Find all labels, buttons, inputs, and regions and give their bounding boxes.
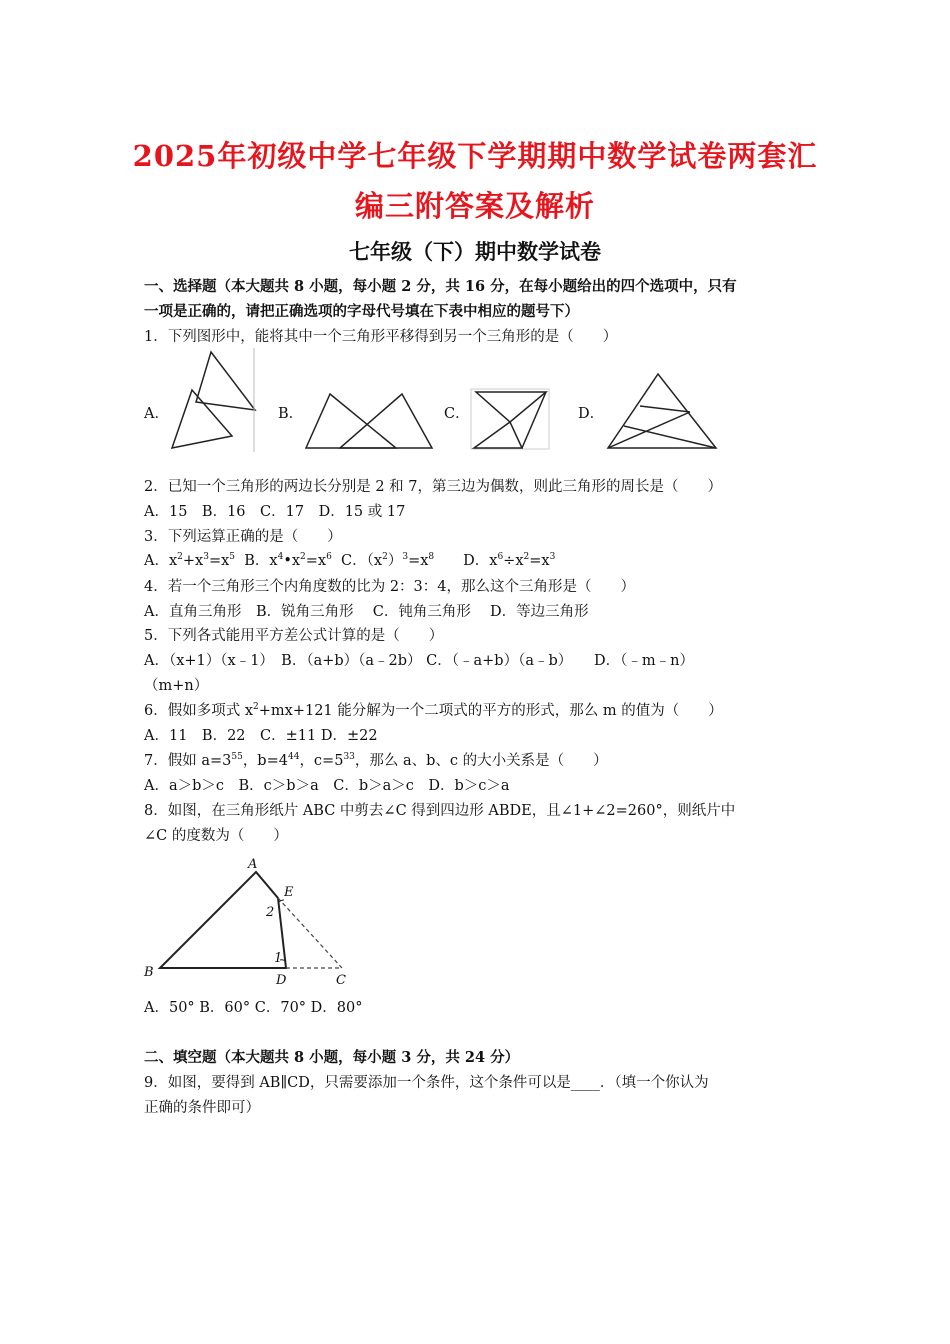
q1-option-d-label: D． xyxy=(578,406,605,422)
section1-heading-line-1: 一、选择题（本大题共 8 小题，每小题 2 分，共 16 分，在每小题给出的四个选项中，只有 xyxy=(144,278,737,295)
q5-options: A．（x+1）（x﹣1） B．（a+b）（a﹣2b） C．（﹣a+b）（a﹣b） D．（﹣m﹣n） xyxy=(144,653,694,669)
q5-options-continued: （m+n） xyxy=(144,678,209,694)
q8-label-a: A xyxy=(248,857,258,872)
q5-stem: 5．下列各式能用平方差公式计算的是（ ） xyxy=(144,628,444,644)
q8-label-b: B xyxy=(144,965,154,980)
q3-stem: 3．下列运算正确的是（ ） xyxy=(144,529,342,545)
q1-figure-d xyxy=(604,370,720,452)
q8-label-d: D xyxy=(276,973,287,988)
q2-stem: 2．已知一个三角形的两边长分别是 2 和 7，第三边为偶数，则此三角形的周长是（ ） xyxy=(144,479,722,495)
exam-subtitle: 七年级（下）期中数学试卷 xyxy=(349,239,601,264)
q8-label-1: 1 xyxy=(274,951,283,966)
q1-option-b-label: B． xyxy=(278,406,304,422)
q1-figure-b xyxy=(302,390,436,452)
section1-heading-line-2: 一项是正确的，请把正确选项的字母代号填在下表中相应的题号下） xyxy=(144,303,579,320)
q7-options: A．a＞b＞c B．c＞b＞a C．b＞a＞c D．b＞c＞a xyxy=(144,778,510,794)
document-title-line-1: 2025年初级中学七年级下学期期中数学试卷两套汇 xyxy=(132,139,818,173)
document-title-line-2: 编三附答案及解析 xyxy=(354,189,595,223)
q8-options: A．50° B．60° C．70° D．80° xyxy=(144,1000,363,1016)
q4-stem: 4．若一个三角形三个内角度数的比为 2：3：4，那么这个三角形是（ ） xyxy=(144,579,636,595)
q8-label-e: E xyxy=(284,885,294,900)
q7-stem: 7．假如 $a=3^{55}$，$b=4^{44}$，$c=5^{33}$，那么 a、b、c 的大小关系是（ ） xyxy=(144,752,608,769)
q9-stem-line-1: 9．如图，要得到 AB∥CD，只需要添加一个条件，这个条件可以是____．（填一个你认为 xyxy=(144,1075,709,1091)
q1-figure-c xyxy=(470,388,552,452)
q1-option-a-label: A． xyxy=(144,406,169,422)
q3-options: A．$x^2+x^3=x^5$ B．$x^4•x^2=x^6$ C．$(x^2)^3=x^8$ D．$x^6\div x^2=x^3$ xyxy=(144,552,556,569)
q2-options: A．15 B．16 C．17 D．15 或 17 xyxy=(144,504,406,520)
q1-figure-a xyxy=(168,348,258,452)
q8-stem-line-1: 8．如图，在三角形纸片 ABC 中剪去∠C 得到四边形 ABDE，且∠1+∠2=260°，则纸片中 xyxy=(144,803,736,819)
q9-stem-line-2: 正确的条件即可） xyxy=(144,1100,260,1116)
q8-figure xyxy=(140,852,356,988)
q6-stem: 6．假如多项式 $x^2+mx+121$ 能分解为一个二项式的平方的形式，那么 m 的值为（ ） xyxy=(144,702,723,719)
q4-options: A．直角三角形 B．锐角三角形 C．钝角三角形 D．等边三角形 xyxy=(144,604,589,620)
q8-label-c: C xyxy=(336,973,346,988)
section2-heading: 二、填空题（本大题共 8 小题，每小题 3 分，共 24 分） xyxy=(144,1049,520,1066)
q1-option-c-label: C． xyxy=(444,406,470,422)
q8-stem-line-2: ∠C 的度数为（ ） xyxy=(144,828,288,844)
q8-label-2: 2 xyxy=(266,905,275,920)
q6-options: A．11 B．22 C．±11 D．±22 xyxy=(144,728,378,744)
q1-stem: 1．下列图形中，能将其中一个三角形平移得到另一个三角形的是（ ） xyxy=(144,329,618,345)
